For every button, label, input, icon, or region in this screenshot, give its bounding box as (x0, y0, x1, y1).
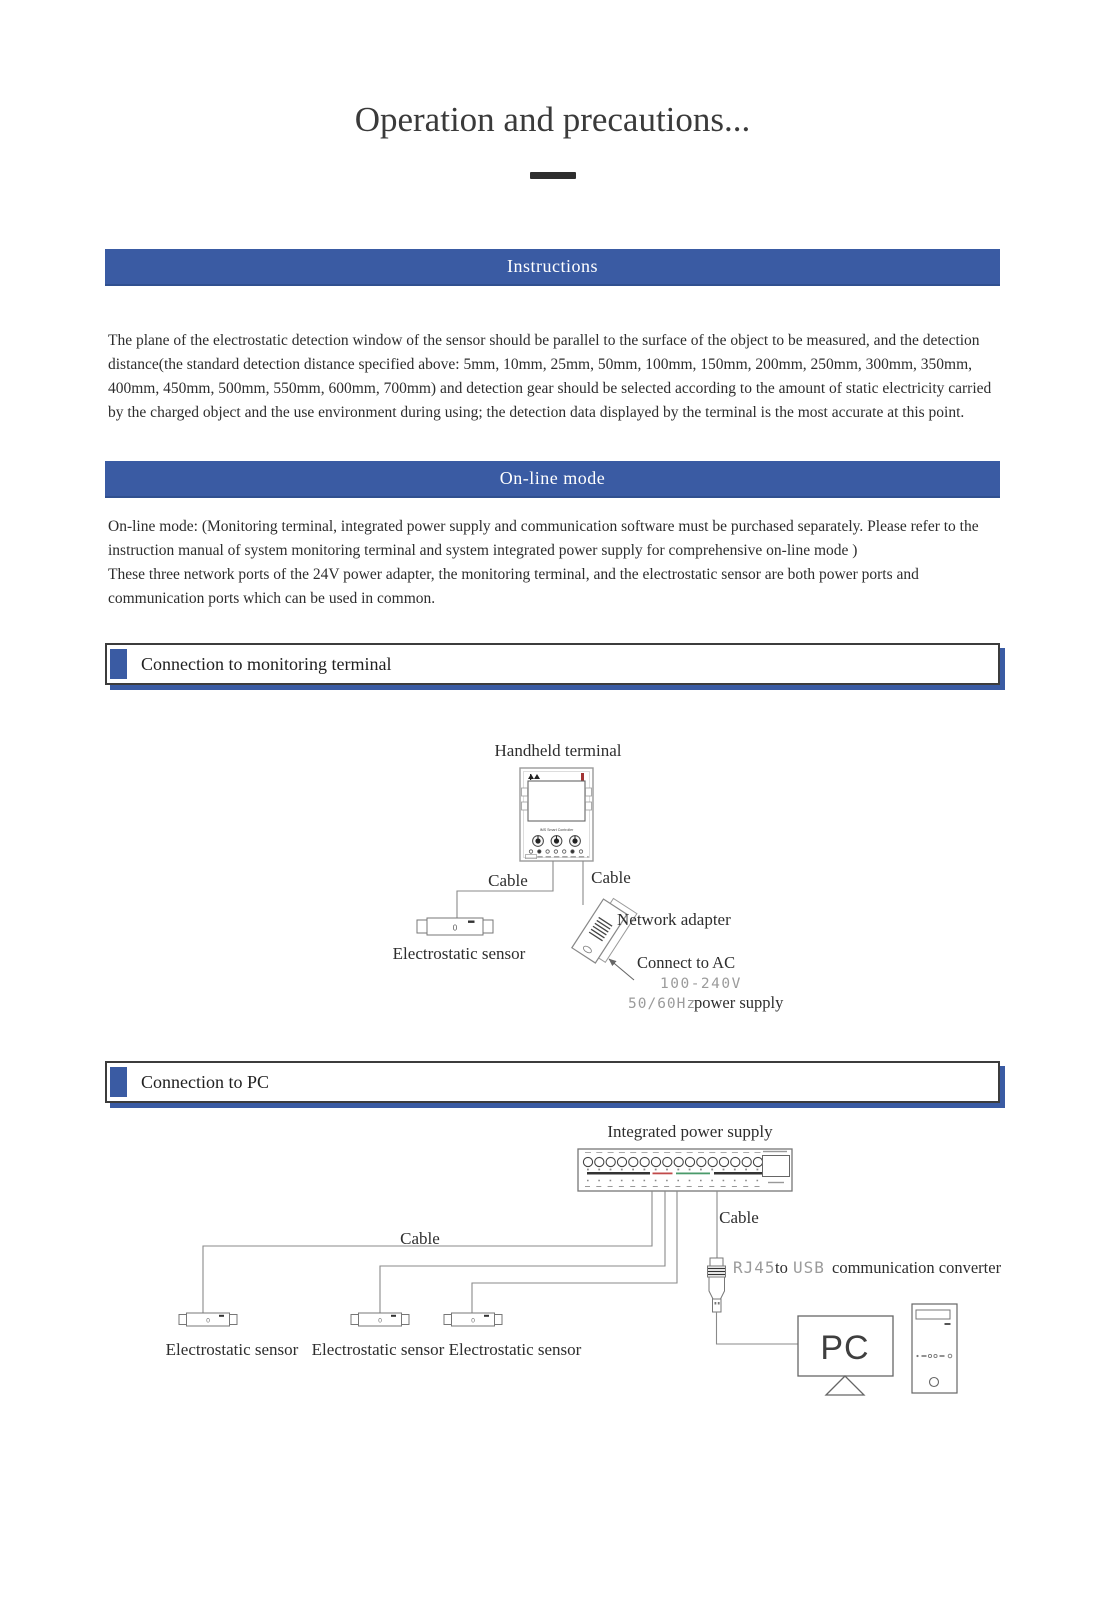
online-mode-paragraph (105, 515, 998, 611)
connect-to-ac-label: Connect to AC (637, 953, 736, 972)
terminal-knobs (533, 836, 581, 847)
svg-text:0: 0 (206, 1317, 210, 1325)
sensor-display-value: 0 (452, 923, 458, 933)
section-title: Connection to monitoring terminal (141, 654, 392, 674)
pc-monitor-drawing (798, 1316, 893, 1395)
rj45-usb-converter-drawing (708, 1258, 726, 1312)
section-header-pc (105, 1061, 1000, 1103)
svg-text:0: 0 (378, 1317, 382, 1325)
cable-label-right: Cable (719, 1208, 759, 1227)
instructions-text: The plane of the electrostatic detection window of the sensor should be parallel to the surface of the object to be measured, and the detection distance(the standard detection distance specified above: 5mm, 10mm, 25mm, 50mm, 100mm, 150mm, 200mm, 250mm, 300mm, 350mm, 400mm, 450mm, 500mm, 550mm, 600mm, 700mm) and detection gear should be selected according to the amount of static electricity carried by the charged object and the use environment during using; the detection data displayed by the terminal is the most accurate at this point. (108, 332, 992, 421)
page-title: Operation and precautions... (354, 100, 751, 139)
instructions-paragraph (105, 329, 998, 425)
usb-label: USB (793, 1258, 825, 1277)
electrostatic-sensor-label: Electrostatic sensor (392, 944, 526, 963)
pc-tower-drawing (912, 1304, 957, 1393)
title-divider-dash (530, 172, 576, 179)
sensor-2-label: Electrostatic sensor (311, 1340, 445, 1359)
green-marking (676, 1173, 710, 1175)
header-accent-square (110, 649, 127, 679)
tower-power-button (930, 1378, 939, 1387)
integrated-power-supply-label: Integrated power supply (607, 1122, 773, 1141)
monitoring-terminal-diagram (0, 733, 1105, 1023)
electrostatic-sensor-1-drawing (179, 1313, 237, 1326)
pc-connection-diagram (0, 1119, 1105, 1419)
cable-label-left: Cable (488, 871, 528, 890)
electrostatic-sensor-3-drawing (444, 1313, 502, 1326)
online-mode-text-1: On-line mode: (Monitoring terminal, integrated power supply and communication software must be purchased separately. Please refer to the instruction manual of system monitoring terminal and system integrated power supply for comprehensive on-line mode ) (108, 518, 979, 559)
terminal-screen (528, 781, 585, 821)
electrostatic-sensor-drawing (417, 918, 493, 935)
ac-pointer-arrow (609, 959, 634, 980)
online-mode-text-2: These three network ports of the 24V power adapter, the monitoring terminal, and the electrostatic sensor are both power ports and communication ports which can be used in common. (108, 566, 919, 607)
frequency-label: 50/60Hz (628, 996, 697, 1012)
cable-to-sensor-2 (380, 1191, 665, 1313)
manual-page (105, 100, 1000, 685)
power-supply-label: power supply (694, 993, 784, 1012)
rj45-label: RJ45 (733, 1258, 776, 1277)
power-inlet (763, 1156, 790, 1177)
voltage-label: 100-240V (660, 976, 742, 992)
handheld-terminal-drawing (520, 768, 593, 861)
instructions-banner: Instructions (105, 249, 1000, 286)
cable-converter-to-pc (717, 1312, 799, 1344)
cable-label-right: Cable (591, 868, 631, 887)
online-mode-banner: On-line mode (105, 461, 1000, 498)
integrated-power-supply-drawing (578, 1149, 792, 1191)
cable-to-sensor-3 (472, 1191, 677, 1313)
section-title: Connection to PC (141, 1072, 270, 1092)
pc-label: PC (820, 1329, 870, 1367)
header-accent-square (110, 1067, 127, 1097)
converter-label: communication converter (832, 1258, 1002, 1277)
electrostatic-sensor-2-drawing (351, 1313, 409, 1326)
terminal-device-title: IMS Smart Controller (539, 828, 574, 832)
network-adapter-label: Network adapter (617, 910, 731, 929)
svg-text:0: 0 (471, 1317, 475, 1325)
section-header-monitoring-terminal (105, 643, 1000, 685)
sensor-1-label: Electrostatic sensor (165, 1340, 299, 1359)
cable-to-sensor-1 (203, 1191, 652, 1313)
sensor-3-label: Electrostatic sensor (448, 1340, 582, 1359)
to-label: to (775, 1258, 788, 1277)
red-marking (653, 1173, 673, 1175)
network-adapter-drawing (572, 894, 637, 967)
monitor-stand (826, 1376, 864, 1395)
handheld-terminal-label: Handheld terminal (494, 741, 622, 760)
cable-label-left: Cable (400, 1229, 440, 1248)
